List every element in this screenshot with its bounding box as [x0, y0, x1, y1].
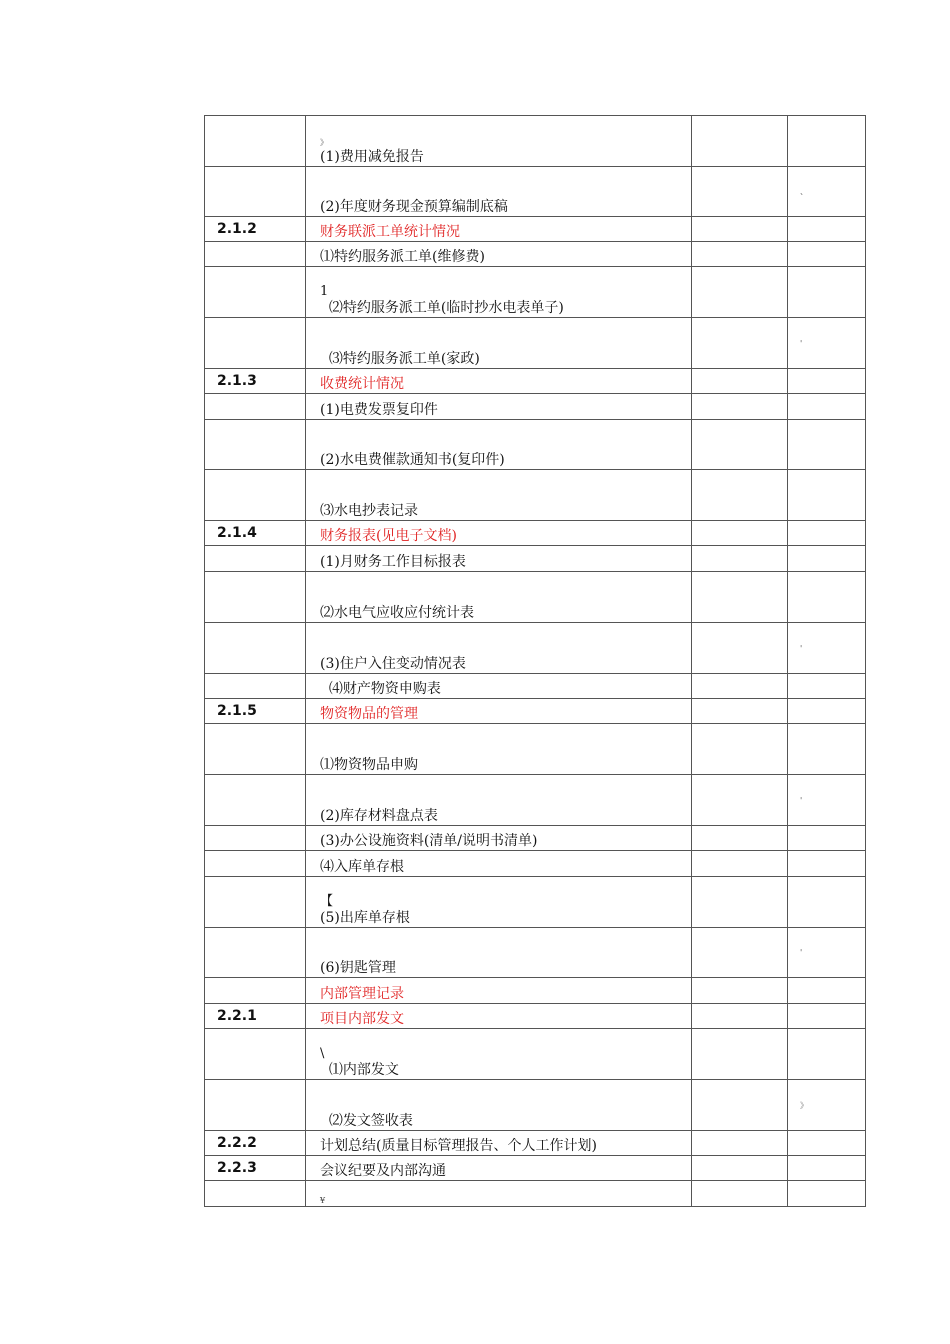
margin-mark	[788, 521, 866, 546]
blank-cell	[692, 699, 788, 724]
table-row	[205, 775, 866, 826]
item-label: ⑷入库单存根	[320, 859, 404, 875]
section-number	[205, 928, 306, 978]
blank-cell	[692, 1080, 788, 1131]
section-number	[205, 167, 306, 217]
margin-mark	[788, 877, 866, 928]
item-cell	[306, 470, 692, 521]
table-row	[205, 217, 866, 242]
blank-cell	[692, 1004, 788, 1029]
section-number	[205, 318, 306, 369]
table-row	[205, 826, 866, 851]
margin-mark	[788, 116, 866, 167]
section-number	[205, 470, 306, 521]
item-label: ⑴物资物品申购	[320, 757, 418, 773]
section-number	[205, 1029, 306, 1080]
table-row	[205, 420, 866, 470]
section-number	[205, 978, 306, 1004]
blank-cell	[692, 1181, 788, 1207]
margin-mark	[788, 267, 866, 318]
blank-cell	[692, 877, 788, 928]
item-label: ⑶水电抄表记录	[320, 503, 418, 519]
table-row	[205, 1029, 866, 1080]
item-label: 项目内部发文	[320, 1011, 404, 1027]
blank-cell	[692, 318, 788, 369]
section-number	[205, 420, 306, 470]
item-cell	[306, 1080, 692, 1131]
item-label: (2)年度财务现金预算编制底稿	[320, 199, 508, 215]
section-number	[205, 826, 306, 851]
item-label: (3)办公设施资料(清单/说明书清单)	[320, 833, 538, 849]
prefix-mark: ¥	[320, 1196, 326, 1205]
table-row	[205, 978, 866, 1004]
margin-mark: '	[788, 928, 866, 978]
margin-mark	[788, 217, 866, 242]
item-cell	[306, 167, 692, 217]
table-row	[205, 521, 866, 546]
blank-cell	[692, 851, 788, 877]
blank-cell	[692, 242, 788, 267]
table-row	[205, 546, 866, 572]
section-number	[205, 724, 306, 775]
margin-mark: '	[788, 775, 866, 826]
section-number	[205, 267, 306, 318]
item-cell	[306, 978, 692, 1004]
margin-mark: '	[788, 318, 866, 369]
table-row	[205, 572, 866, 623]
item-cell	[306, 420, 692, 470]
item-label: (5)出库单存根	[320, 910, 410, 926]
blank-cell	[692, 1156, 788, 1181]
item-cell	[306, 394, 692, 420]
item-label: ⑴内部发文	[320, 1062, 399, 1078]
margin-mark	[788, 1029, 866, 1080]
table-row	[205, 242, 866, 267]
table-row	[205, 699, 866, 724]
item-cell	[306, 318, 692, 369]
table-row	[205, 1181, 866, 1207]
item-cell	[306, 775, 692, 826]
table-body	[205, 116, 866, 1207]
item-label: ⑶特约服务派工单(家政)	[320, 351, 480, 367]
item-cell	[306, 928, 692, 978]
margin-mark	[788, 1156, 866, 1181]
item-cell	[306, 674, 692, 699]
blank-cell	[692, 572, 788, 623]
section-number	[205, 851, 306, 877]
item-cell	[306, 546, 692, 572]
item-label: (2)库存材料盘点表	[320, 808, 438, 824]
section-number	[205, 546, 306, 572]
item-cell	[306, 369, 692, 394]
table-row	[205, 674, 866, 699]
margin-mark	[788, 1131, 866, 1156]
item-label: 收费统计情况	[320, 376, 404, 392]
blank-cell	[692, 116, 788, 167]
section-number	[205, 623, 306, 674]
item-label: ⑵特约服务派工单(临时抄水电表单子)	[320, 300, 564, 316]
section-number	[205, 242, 306, 267]
section-number	[205, 1181, 306, 1207]
item-cell	[306, 521, 692, 546]
table-row	[205, 928, 866, 978]
prefix-mark: 》	[320, 138, 328, 147]
item-cell	[306, 217, 692, 242]
blank-cell	[692, 1029, 788, 1080]
item-cell	[306, 1131, 692, 1156]
blank-cell	[692, 674, 788, 699]
blank-cell	[692, 775, 788, 826]
table-row	[205, 116, 866, 167]
prefix-mark: \	[320, 1046, 325, 1061]
item-label: ⑷财产物资申购表	[320, 681, 441, 697]
section-number: 2.1.2	[205, 217, 306, 242]
margin-mark	[788, 1181, 866, 1207]
item-cell	[306, 826, 692, 851]
margin-mark	[788, 242, 866, 267]
prefix-mark: 【	[320, 894, 334, 909]
item-cell	[306, 724, 692, 775]
section-number	[205, 674, 306, 699]
margin-mark	[788, 572, 866, 623]
margin-mark	[788, 826, 866, 851]
section-number: 2.2.2	[205, 1131, 306, 1156]
blank-cell	[692, 521, 788, 546]
item-label: 财务联派工单统计情况	[320, 224, 460, 240]
blank-cell	[692, 623, 788, 674]
table-row	[205, 623, 866, 674]
item-label: ⑴特约服务派工单(维修费)	[320, 249, 485, 265]
table-row	[205, 1131, 866, 1156]
item-label: (6)钥匙管理	[320, 960, 396, 976]
blank-cell	[692, 928, 788, 978]
table-row	[205, 851, 866, 877]
table-row	[205, 369, 866, 394]
section-number	[205, 1080, 306, 1131]
margin-mark	[788, 394, 866, 420]
blank-cell	[692, 217, 788, 242]
table-row	[205, 167, 866, 217]
table-row	[205, 1156, 866, 1181]
blank-cell	[692, 826, 788, 851]
item-cell	[306, 877, 692, 928]
section-number	[205, 394, 306, 420]
prefix-mark: 1	[320, 284, 329, 299]
item-cell	[306, 242, 692, 267]
section-number	[205, 775, 306, 826]
section-number: 2.2.1	[205, 1004, 306, 1029]
margin-mark: 、	[788, 167, 866, 217]
blank-cell	[692, 394, 788, 420]
section-number	[205, 116, 306, 167]
item-cell	[306, 267, 692, 318]
blank-cell	[692, 167, 788, 217]
item-label: (2)水电费催款通知书(复印件)	[320, 452, 505, 468]
item-label: 会议纪要及内部沟通	[320, 1163, 446, 1179]
blank-cell	[692, 267, 788, 318]
table-row	[205, 394, 866, 420]
item-label: (3)住户入住变动情况表	[320, 656, 466, 672]
section-number: 2.1.4	[205, 521, 306, 546]
margin-mark	[788, 369, 866, 394]
document-table	[204, 115, 866, 1207]
item-label: ⑵发文签收表	[320, 1113, 413, 1129]
table-row	[205, 470, 866, 521]
item-label: 计划总结(质量目标管理报告、个人工作计划)	[320, 1138, 597, 1154]
item-cell	[306, 851, 692, 877]
blank-cell	[692, 978, 788, 1004]
table-row	[205, 1004, 866, 1029]
item-cell	[306, 699, 692, 724]
section-number: 2.1.3	[205, 369, 306, 394]
section-number: 2.1.5	[205, 699, 306, 724]
margin-mark	[788, 674, 866, 699]
item-cell	[306, 572, 692, 623]
table-row	[205, 318, 866, 369]
table-row	[205, 267, 866, 318]
item-cell	[306, 1029, 692, 1080]
table-row	[205, 877, 866, 928]
blank-cell	[692, 546, 788, 572]
blank-cell	[692, 420, 788, 470]
margin-mark: 》	[788, 1080, 866, 1131]
section-number: 2.2.3	[205, 1156, 306, 1181]
item-label: (1)月财务工作目标报表	[320, 554, 466, 570]
item-label: 内部管理记录	[320, 986, 404, 1002]
margin-mark	[788, 420, 866, 470]
margin-mark	[788, 470, 866, 521]
blank-cell	[692, 1131, 788, 1156]
margin-mark: '	[788, 623, 866, 674]
item-cell	[306, 1181, 692, 1207]
item-cell	[306, 1156, 692, 1181]
item-label: 财务报表(见电子文档)	[320, 528, 457, 544]
item-cell	[306, 623, 692, 674]
blank-cell	[692, 724, 788, 775]
item-label: (1)费用减免报告	[320, 149, 424, 165]
margin-mark	[788, 699, 866, 724]
margin-mark	[788, 546, 866, 572]
item-label: ⑵水电气应收应付统计表	[320, 605, 474, 621]
item-label: (1)电费发票复印件	[320, 402, 438, 418]
item-cell	[306, 116, 692, 167]
margin-mark	[788, 978, 866, 1004]
table-row	[205, 1080, 866, 1131]
margin-mark	[788, 724, 866, 775]
blank-cell	[692, 369, 788, 394]
section-number	[205, 572, 306, 623]
table-row	[205, 724, 866, 775]
item-label: 物资物品的管理	[320, 706, 418, 722]
item-cell	[306, 1004, 692, 1029]
margin-mark	[788, 1004, 866, 1029]
blank-cell	[692, 470, 788, 521]
section-number	[205, 877, 306, 928]
margin-mark	[788, 851, 866, 877]
